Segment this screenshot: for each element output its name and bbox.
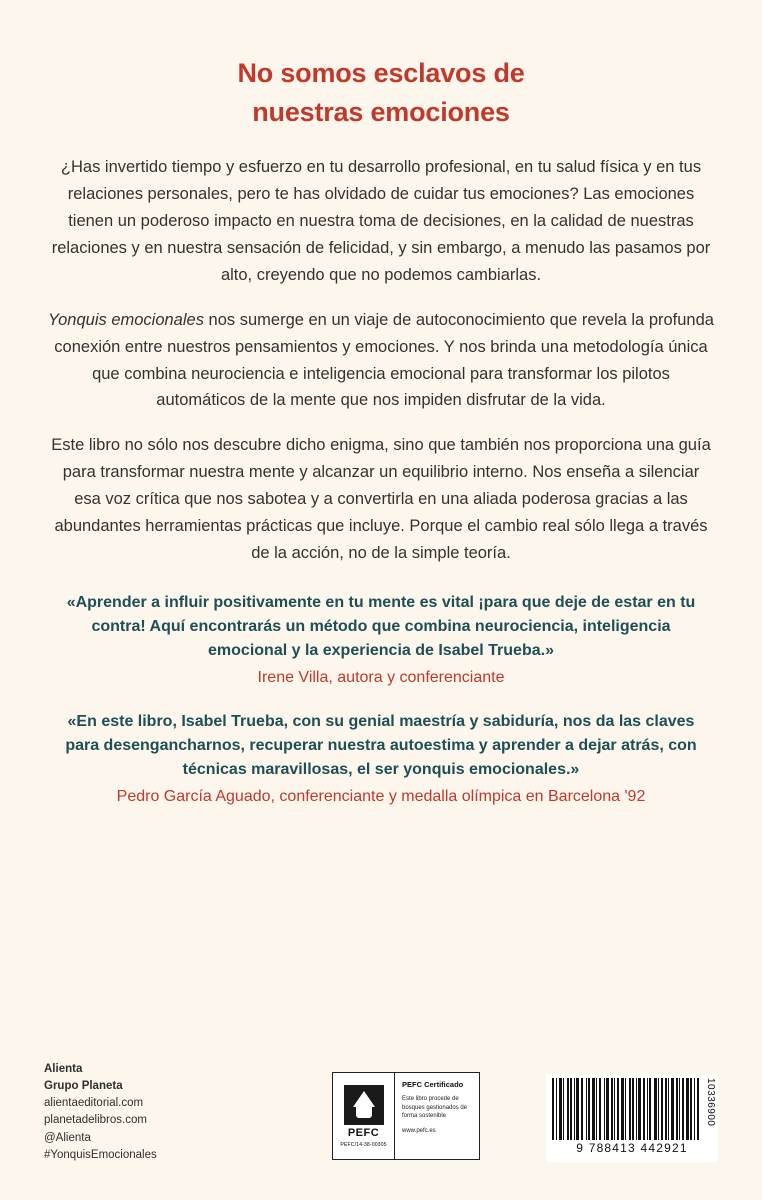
cover-footer [44, 1036, 718, 1166]
tree-icon [344, 1085, 384, 1125]
pefc-details [395, 1073, 479, 1159]
publisher-website-2[interactable]: planetadelibros.com [44, 1114, 147, 1127]
pefc-title: PEFC Certificado [402, 1080, 464, 1089]
blurb-text [44, 154, 718, 566]
blurb-paragraph-3: Este libro no sólo nos descubre dicho enigma, sino que también nos proporciona una guía para transformar nuestra mente y alcanzar un equilibrio interno. Nos enseña a silenciar esa voz crítica que nos sabotea y a convertirla en una aliada poderosa gracias a las abundantes herramientas prácticas que incluye. Porque el cambio real sólo llega a través de la acción, no de la simple teoría. [51, 436, 711, 562]
blurb-paragraph-2-rest: nos sumerge en un viaje de autoconocimiento que revela la profunda conexión entre nuestros pensamientos y emociones. Y nos brinda una metodología única que combina neurociencia e inteligencia emocional para transformar los pilotos automáticos de la mente que nos impiden disfrutar de la vida. [54, 310, 714, 410]
pefc-logo-code: PEFC/14-38-00305 [340, 1141, 387, 1148]
endorsement-2 [44, 710, 718, 809]
barcode-bars [552, 1078, 712, 1140]
endorsement-1-author: Irene Villa, autora y conferenciante [257, 668, 505, 686]
endorsement-2-text: «En este libro, Isabel Trueba, con su genial maestría y sabiduría, nos da las claves para desengancharnos, recuperar nuestra autoestima y aprender a dejar atrás, con técnicas maravillosas, el ser yonquis emocionales.» [65, 712, 697, 779]
endorsement-1-text: «Aprender a influir positivamente en tu mente es vital ¡para que deje de estar en tu contra! Aquí encontrarás un método que combina neurociencia, inteligencia emocional y la experiencia de Isabel Trueba.» [66, 593, 696, 660]
barcode-number: 9 788413 442921 [576, 1141, 688, 1155]
publisher-social-handle[interactable]: @Alienta [44, 1131, 91, 1144]
endorsements [44, 591, 718, 809]
publisher-website-1[interactable]: alientaeditorial.com [44, 1097, 144, 1109]
pefc-description: Este libro procede de bosques gestionados de forma sostenible [402, 1096, 468, 1120]
publisher-info [44, 1061, 157, 1165]
page-title-line-2: nuestras emociones [252, 97, 510, 128]
page-title [44, 0, 718, 132]
isbn-barcode [546, 1074, 718, 1162]
page-title-line-1: No somos esclavos de [237, 58, 525, 88]
publisher-hashtag[interactable]: #YonquisEmocionales [44, 1148, 157, 1161]
pefc-url: www.pefc.es [402, 1128, 436, 1135]
barcode-side-code: 10336900 [705, 1078, 716, 1127]
endorsement-2-author: Pedro García Aguado, conferenciante y medalla olímpica en Barcelona '92 [116, 787, 646, 805]
pefc-certification-badge [332, 1072, 480, 1160]
blurb-paragraph-2 [44, 307, 718, 415]
pefc-logo-word: PEFC [347, 1126, 380, 1139]
book-title-italic: Yonquis emocionales [48, 310, 204, 329]
endorsement-1 [44, 591, 718, 690]
imprint-group: Grupo Planeta [44, 1079, 123, 1092]
imprint-name: Alienta [44, 1062, 83, 1075]
pefc-logo [333, 1073, 395, 1159]
blurb-paragraph-1: ¿Has invertido tiempo y esfuerzo en tu desarrollo profesional, en tu salud física y en tus relaciones personales, pero te has olvidado de cuidar tus emociones? Las emociones tienen un poderoso impacto en nuestra toma de decisiones, en la calidad de nuestras relaciones y en nuestra sensación de felicidad, y sin embargo, a menudo las pasamos por alto, creyendo que no podemos cambiarlas. [51, 158, 711, 284]
